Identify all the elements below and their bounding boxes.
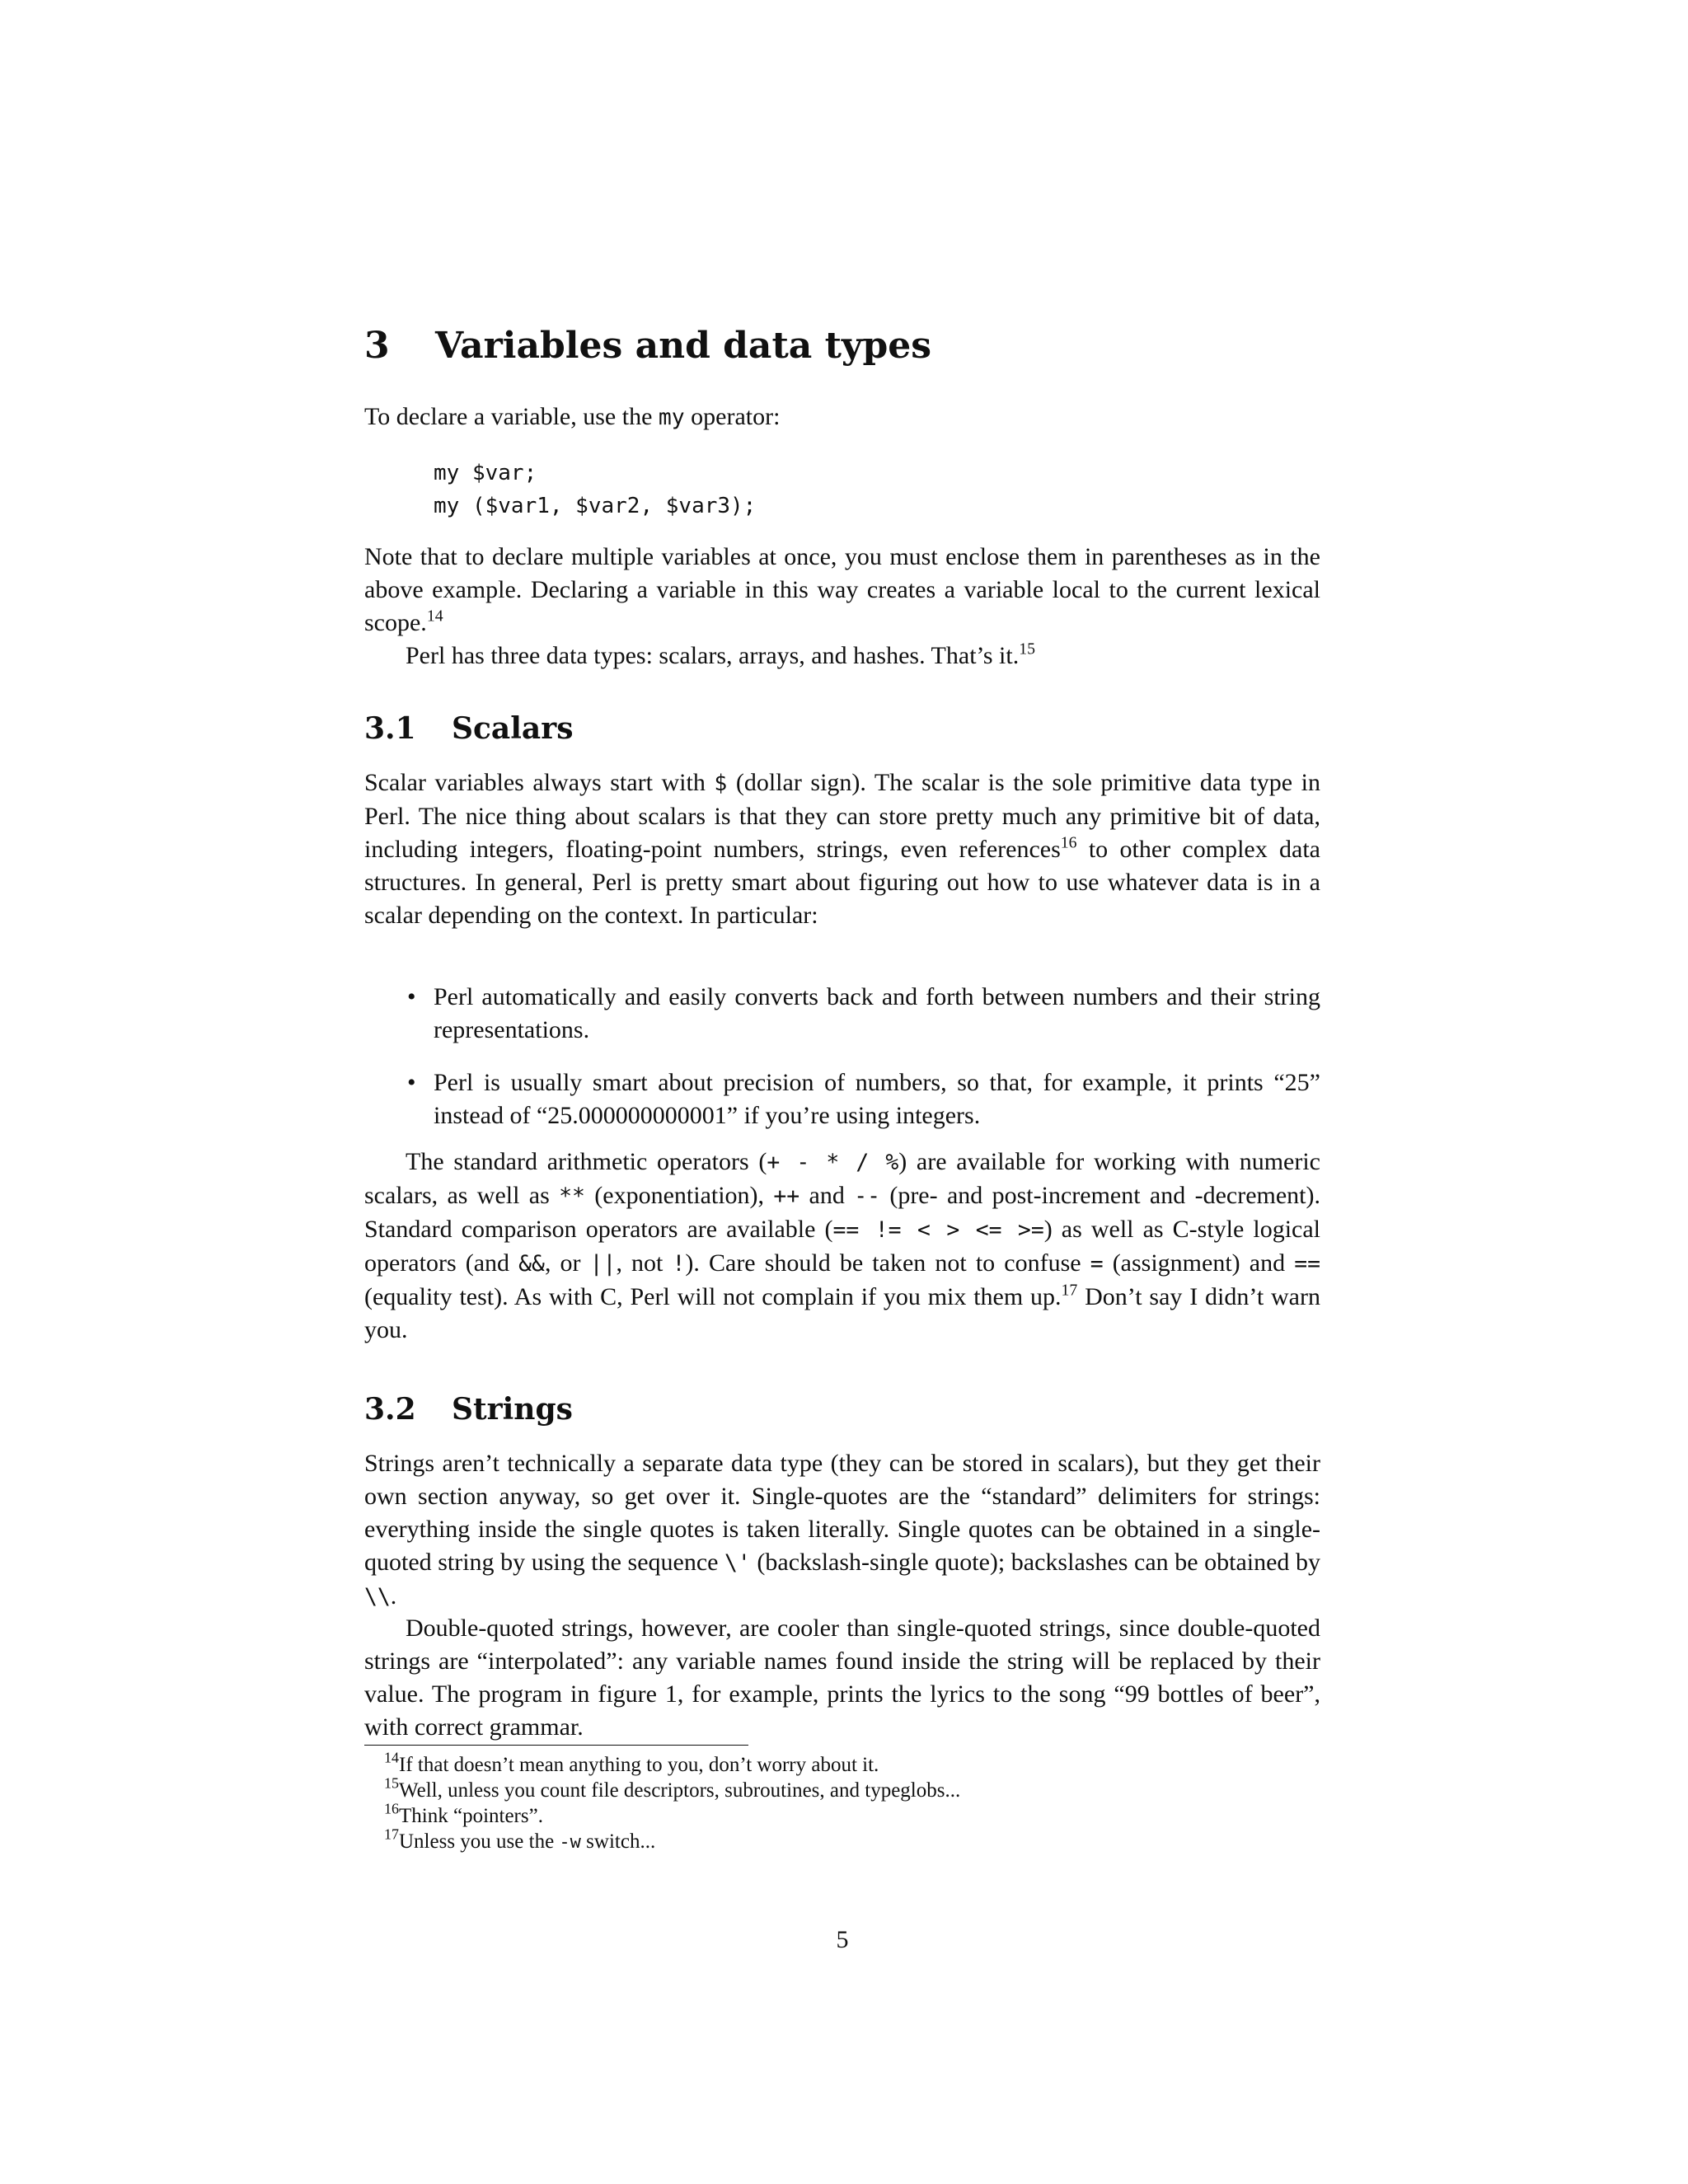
interpolation-paragraph	[364, 1612, 1320, 1744]
inline-code: !	[672, 1251, 686, 1277]
footnote-number: 14	[384, 1749, 399, 1766]
page-number: 5	[836, 1926, 849, 1953]
code-line: my ($var1, $var2, $var3);	[434, 494, 757, 518]
inline-code: ||	[589, 1251, 617, 1277]
paragraph-text: and	[799, 1182, 855, 1209]
code-block	[434, 457, 756, 523]
section-heading	[364, 325, 932, 367]
paragraph-text: Don’t say I didn’t warn you.	[364, 1283, 1320, 1343]
paragraph-text: The standard arithmetic operators (	[406, 1148, 767, 1175]
list-item	[364, 981, 1320, 1047]
footnote-ref: 16	[1060, 833, 1077, 852]
inline-code: -w	[559, 1832, 581, 1853]
paragraph-text: (backslash-single quote); backslashes can be obtained by	[750, 1549, 1320, 1576]
footnote-number: 17	[384, 1825, 399, 1843]
subsection-number: 3.1	[364, 711, 416, 746]
inline-code: --	[854, 1183, 880, 1209]
paragraph-text: .	[390, 1582, 397, 1610]
footnote	[384, 1774, 961, 1803]
inline-code: \\	[364, 1584, 391, 1610]
subsection-title: Scalars	[452, 711, 574, 746]
paragraph-text: ) as well as C-style logical operators (and	[364, 1216, 1321, 1277]
footnote	[384, 1800, 960, 1829]
footnote	[384, 1825, 960, 1855]
footnote-ref: 14	[426, 607, 443, 626]
footnote-text: Unless you use the	[399, 1830, 560, 1853]
subsection-number: 3.2	[364, 1392, 416, 1427]
inline-code: **	[559, 1183, 585, 1209]
scalars-bullet-list	[364, 981, 1320, 1152]
footnote-text: Well, unless you count file descriptors, subroutines, and typeglobs...	[399, 1779, 961, 1802]
footnote-text: switch...	[580, 1830, 656, 1853]
paragraph-text: (exponentiation),	[584, 1182, 774, 1209]
data-types-paragraph	[364, 640, 1320, 673]
footnote-number: 15	[384, 1774, 399, 1792]
inline-code: ==	[1294, 1251, 1320, 1277]
inline-code: =	[1090, 1251, 1104, 1277]
footnote-ref: 15	[1019, 640, 1035, 658]
paragraph-text: to other complex data structures. In general, Perl is pretty smart about figuring out how to use whatever data is in a scalar depending on the context. In particular:	[364, 836, 1321, 929]
subsection-title: Strings	[452, 1392, 573, 1427]
inline-code: ++	[773, 1183, 800, 1209]
paragraph-text: (equality test). As with C, Perl will not complain if you mix them up.	[364, 1283, 1062, 1310]
strings-paragraph	[364, 1447, 1320, 1614]
subsection-heading-strings	[364, 1392, 573, 1427]
paragraph-text: Note that to declare multiple variables at once, you must enclose them in parentheses as in the above example. Declaring a variable in this way creates a variable local to the current lexical scope.	[364, 543, 1320, 636]
section-number: 3	[364, 325, 390, 367]
paragraph-text: , or	[544, 1249, 590, 1277]
footnote-number: 16	[384, 1800, 399, 1817]
declare-paragraph	[364, 541, 1320, 640]
inline-code: \'	[724, 1550, 751, 1576]
footnote-text: Think “pointers”.	[399, 1805, 543, 1827]
scalars-paragraph	[364, 766, 1320, 932]
inline-code: &&	[518, 1251, 545, 1277]
paragraph-text: Strings aren’t technically a separate data type (they can be stored in scalars), but they get their own section anyway, so get over it. Single-quotes are the “standard” delimiters for strings: everything inside the single quotes is taken literally. Single quotes can be obtained in a single-quoted string by using the sequence	[364, 1450, 1320, 1576]
footnotes	[384, 1749, 961, 1855]
inline-code: + - * / %	[767, 1150, 899, 1175]
footnote-text: If that doesn’t mean anything to you, don’t worry about it.	[399, 1754, 879, 1776]
paragraph-text: ) are available for working with numeric scalars, as well as	[364, 1148, 1320, 1209]
footnote-rule	[364, 1745, 748, 1746]
paragraph-text: Double-quoted strings, however, are cooler than single-quoted strings, since double-quoted strings are “interpolated”: any variable names found inside the string will be replaced by their value. The program in figure 1, for example, prints the lyrics to the song “99 bottles of beer”, with correct grammar.	[364, 1615, 1320, 1741]
paragraph-text: , not	[616, 1249, 673, 1277]
paragraph-text: (pre- and post-increment and -decrement). Standard comparison operators are available (	[364, 1182, 1320, 1243]
list-item-text: Perl automatically and easily converts back and forth between numbers and their string representations.	[434, 983, 1320, 1043]
list-item-text: Perl is usually smart about precision of numbers, so that, for example, it prints “25” instead of “25.000000000001” if you’re using integers.	[434, 1069, 1320, 1129]
inline-code: == != < > <= >=	[832, 1217, 1044, 1243]
bullet-icon: •	[407, 1069, 416, 1096]
footnote	[384, 1749, 960, 1778]
paragraph-text: ). Care should be taken not to confuse	[685, 1249, 1090, 1277]
intro-text: To declare a variable, use the	[364, 403, 659, 430]
paragraph-text: Scalar variables always start with	[364, 769, 715, 796]
inline-code: $	[714, 771, 728, 796]
paragraph-text: Perl has three data types: scalars, arrays, and hashes. That’s it.	[406, 642, 1020, 669]
intro-paragraph	[364, 401, 1320, 434]
paragraph-text: (dollar sign). The scalar is the sole primitive data type in Perl. The nice thing about scalars is that they can store pretty much any primitive bit of data, including integers, floating-point numbers, strings, even references	[364, 769, 1320, 863]
intro-text-end: operator:	[684, 403, 781, 430]
document-page	[364, 0, 1320, 2184]
bullet-icon: •	[407, 983, 416, 1010]
list-item	[364, 1066, 1320, 1132]
code-line: my $var;	[434, 461, 537, 485]
operators-paragraph	[364, 1146, 1320, 1347]
footnote-ref: 17	[1061, 1281, 1078, 1300]
paragraph-text: (assignment) and	[1103, 1249, 1295, 1277]
subsection-heading-scalars	[364, 711, 574, 746]
section-title: Variables and data types	[435, 325, 932, 367]
intro-code: my	[658, 405, 685, 430]
